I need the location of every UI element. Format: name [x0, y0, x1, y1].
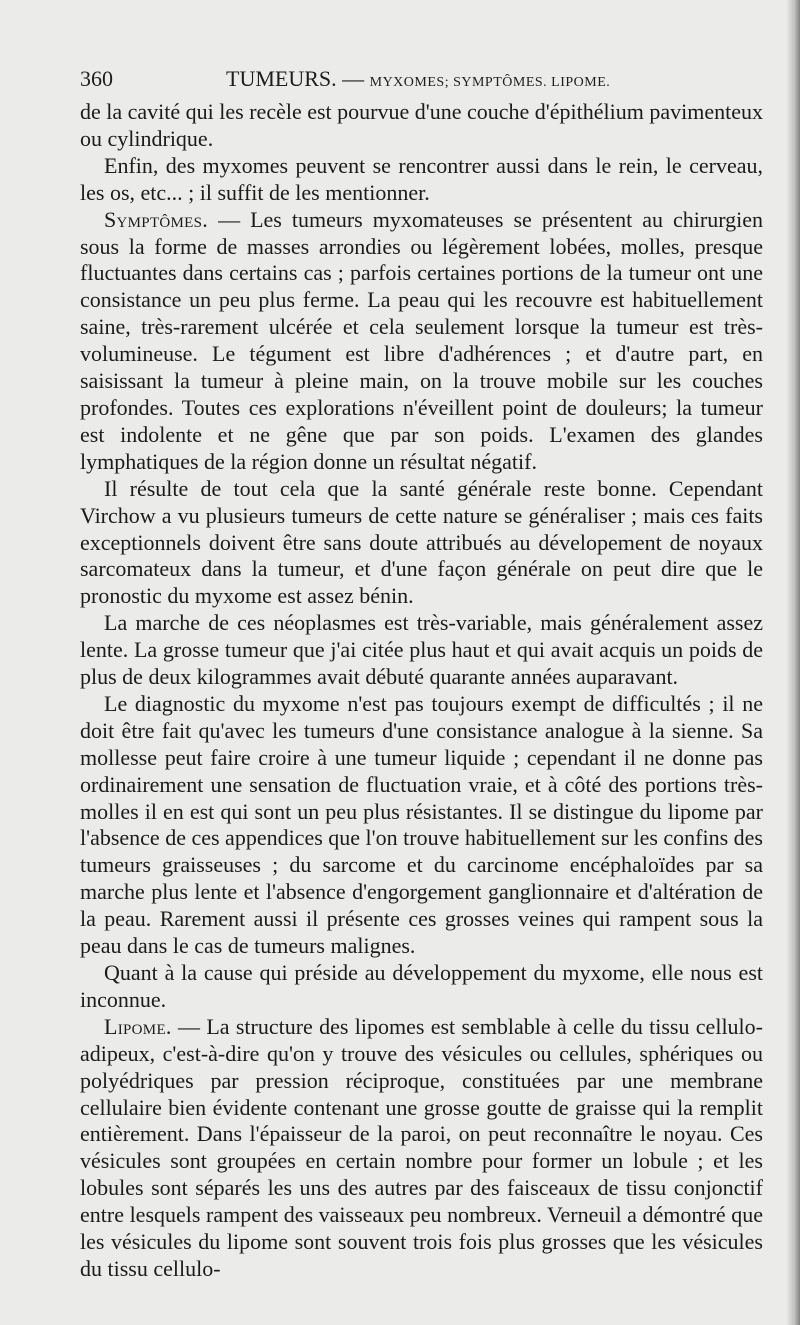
- running-title-sub: MYXOMES; SYMPTÔMES. LIPOME.: [369, 75, 611, 90]
- paragraph-cause: [80, 960, 763, 1014]
- paragraph-text: La marche de ces néoplasmes est très-variable, mais généralement assez lente. La grosse tumeur que j'ai citée plus haut et qui avait acquis un poids de plus de deux kilogrammes avait débuté quarante années auparavant.: [80, 610, 763, 690]
- body-text: [80, 99, 763, 1283]
- paragraph-course: [80, 610, 763, 691]
- paragraph-continuation: [80, 99, 763, 153]
- paragraph-lipoma: [80, 1014, 763, 1283]
- paragraph-diagnosis: [80, 691, 763, 960]
- paragraph-text: Il résulte de tout cela que la santé générale reste bonne. Cependant Virchow a vu plusieurs tumeurs de cette nature se généraliser ; mais ces faits exceptionnels doivent être sans doute attribués au dévelopement de noyaux sarcomateux dans la tumeur, et d'une façon générale on peut dire que le pronostic du myxome est assez bénin.: [80, 475, 763, 609]
- paragraph-text: de la cavité qui les recèle est pourvue d'une couche d'épithélium pavimenteux ou cylindrique.: [80, 99, 763, 151]
- section-heading-symptoms: Symptômes.: [104, 206, 209, 232]
- running-title-main: TUMEURS. —: [226, 66, 365, 91]
- paragraph-text: — Les tumeurs myxomateuses se présentent au chirurgien sous la forme de masses arrondies ou légèrement lobées, molles, presque fluctuantes dans certains cas ; parfois certaines portions de la tumeur ont une consistance un peu plus ferme. La peau qui les recouvre est habituellement saine, très-rarement ulcérée et cela seulement lorsque la tumeur est très-volumineuse. Le tégument est libre d'adhérences ; et d'autre part, en saisissant la tumeur à pleine main, on la trouve mobile sur les couches profondes. Toutes ces explorations n'éveillent point de douleurs; la tumeur est indolente et ne gêne que par son poids. L'examen des glandes lymphatiques de la région donne un résultat négatif.: [80, 206, 763, 474]
- paragraph-text: — La structure des lipomes est semblable à celle du tissu cellulo-adipeux, c'est-à-dire qu'on y trouve des vésicules ou cellules, sphériques ou polyédriques par pression réciproque, constituées par une membrane cellulaire bien évidente contenant une grosse goutte de graisse qui la remplit entièrement. Dans l'épaisseur de la paroi, on peut reconnaître le noyau. Ces vésicules sont groupées en certain nombre pour former un lobule ; et les lobules sont séparés les uns des autres par des faisceaux de tissu conjonctif entre lesquels rampent des vaisseaux peu nombreux. Verneuil a démontré que les vésicules du lipome sont souvent trois fois plus grosses que les vésicules du tissu cellulo-: [80, 1013, 763, 1281]
- paragraph-prognosis: [80, 476, 763, 611]
- running-header: [80, 66, 770, 96]
- paragraph-text: Le diagnostic du myxome n'est pas toujours exempt de difficultés ; il ne doit être fait qu'avec les tumeurs d'une consistance analogue à la sienne. Sa mollesse peut faire croire à une tumeur liquide ; cependant il ne donne pas ordinairement une sensation de fluctuation vraie, et à côté des portions très-molles il en est qui sont un peu plus résistantes. Il se distingue du lipome par l'absence de ces appendices que l'on trouve habituellement sur les confins des tumeurs graisseuses ; du sarcome et du carcinome encéphaloïdes par sa marche plus lente et l'absence d'engorgement ganglionnaire et d'altération de la peau. Rarement aussi il présente ces grosses veines qui rampent sous la peau dans le cas de tumeurs malignes.: [80, 690, 763, 959]
- paragraph-text: Quant à la cause qui préside au développement du myxome, elle nous est inconnue.: [80, 960, 763, 1012]
- paragraph-text: Enfin, des myxomes peuvent se rencontrer aussi dans le rein, le cerveau, les os, etc... ; il suffit de les mentionner.: [80, 152, 763, 205]
- running-title: [226, 66, 610, 92]
- paragraph-symptoms: [80, 207, 763, 476]
- paragraph-other-sites: [80, 153, 763, 207]
- page-edge-shadow: [786, 0, 800, 1325]
- section-heading-lipoma: Lipome.: [104, 1013, 172, 1039]
- page-number: 360: [80, 66, 113, 91]
